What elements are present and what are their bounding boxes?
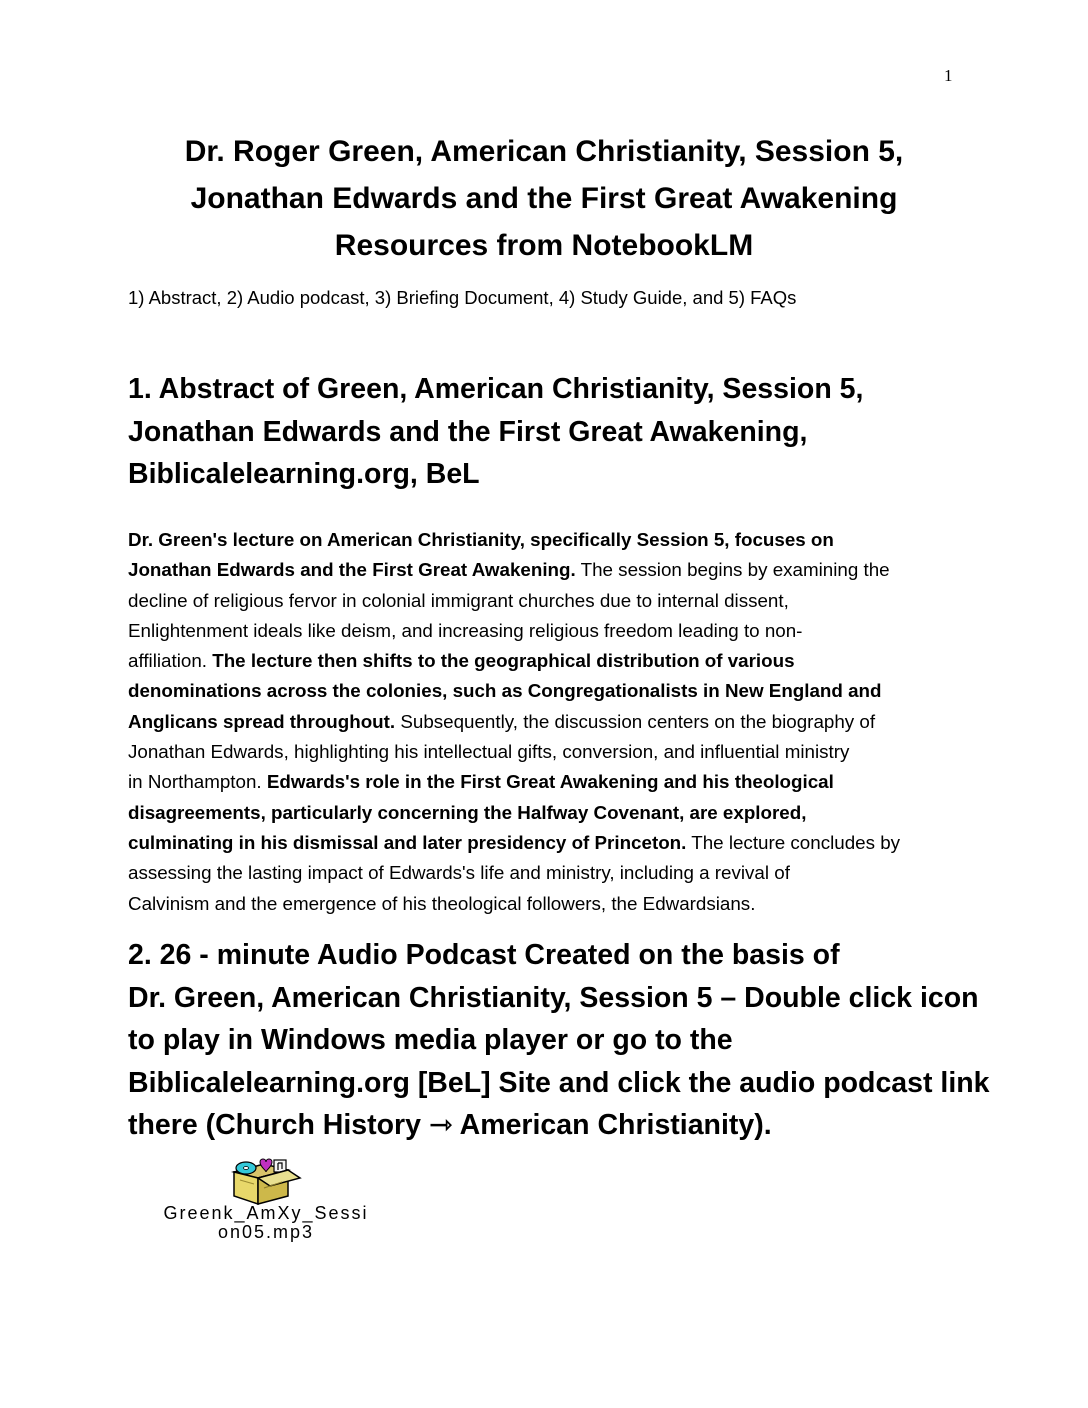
section-2-heading-text: there (Church History (128, 1109, 429, 1141)
section-1-heading (128, 368, 988, 496)
section-1-heading-line-2: Jonathan Edwards and the First Great Awakening, (128, 415, 808, 448)
abstract-text: The lecture concludes by (686, 831, 901, 853)
audio-attachment[interactable] (126, 1158, 406, 1248)
abstract-text: culminating in his dismissal and later presidency of Princeton. (128, 831, 687, 853)
section-2-heading-line-4: Biblicalelearning.org [BeL] Site and click the audio podcast link (128, 1066, 990, 1099)
page-number: 1 (944, 66, 953, 85)
abstract-text: Calvinism and the emergence of his theological followers, the Edwardsians. (128, 892, 756, 914)
document-title (100, 128, 988, 269)
abstract-text: Enlightenment ideals like deism, and increasing religious freedom leading to non- (128, 619, 803, 641)
abstract-text: The session begins by examining the (575, 559, 890, 581)
package-icon[interactable] (226, 1158, 310, 1206)
title-line-2: Jonathan Edwards and the First Great Awakening (190, 182, 898, 215)
section-2-heading-line-3: to play in Windows media player or go to the (128, 1024, 733, 1056)
abstract-text: Dr. Green's lecture on American Christianity, specifically Session 5, focuses on (128, 529, 834, 550)
section-1-heading-line-1: 1. Abstract of Green, American Christianity, Session 5, (128, 373, 864, 405)
resource-list: 1) Abstract, 2) Audio podcast, 3) Briefing Document, 4) Study Guide, and 5) FAQs (128, 287, 797, 308)
section-2-heading-line-5 (128, 1104, 988, 1147)
section-2-heading-line-1: 2. 26 - minute Audio Podcast Created on the basis of (128, 939, 840, 971)
abstract-paragraph (128, 525, 973, 919)
title-line-3: Resources from NotebookLM (334, 229, 754, 262)
attachment-filename-line-1: Greenk_AmXy_Sessi (163, 1203, 369, 1223)
title-line-1: Dr. Roger Green, American Christianity, Session 5, (184, 135, 904, 168)
section-2-heading (128, 934, 988, 1147)
right-arrow-icon: ⇾ (428, 1108, 453, 1141)
section-2-heading-line-2: Dr. Green, American Christianity, Session 5 – Double click icon (128, 981, 979, 1014)
abstract-text: disagreements, particularly concerning the Halfway Covenant, are explored, (128, 801, 807, 823)
abstract-text: Subsequently, the discussion centers on the biography of (395, 710, 876, 732)
section-1-heading-line-3: Biblicalelearning.org, BeL (128, 458, 480, 490)
attachment-filename[interactable] (126, 1204, 406, 1242)
abstract-text: affiliation. (128, 650, 213, 672)
abstract-text: Jonathan Edwards, highlighting his intellectual gifts, conversion, and influential ministry (128, 741, 850, 763)
abstract-text: denominations across the colonies, such as Congregationalists in New England and (128, 680, 882, 702)
abstract-text: in Northampton. (128, 771, 267, 793)
abstract-text: assessing the lasting impact of Edwards's life and ministry, including a revival of (128, 862, 790, 884)
section-2-heading-text: American Christianity). (452, 1109, 772, 1141)
attachment-filename-line-2: on05.mp3 (217, 1222, 315, 1242)
abstract-text: Anglicans spread throughout. (128, 710, 396, 732)
abstract-text: Jonathan Edwards and the First Great Awakening. (128, 559, 576, 581)
abstract-text: The lecture then shifts to the geographical distribution of various (212, 650, 795, 672)
abstract-text: Edwards's role in the First Great Awakening and his theological (266, 771, 834, 793)
abstract-text: decline of religious fervor in colonial immigrant churches due to internal dissent, (128, 589, 789, 611)
